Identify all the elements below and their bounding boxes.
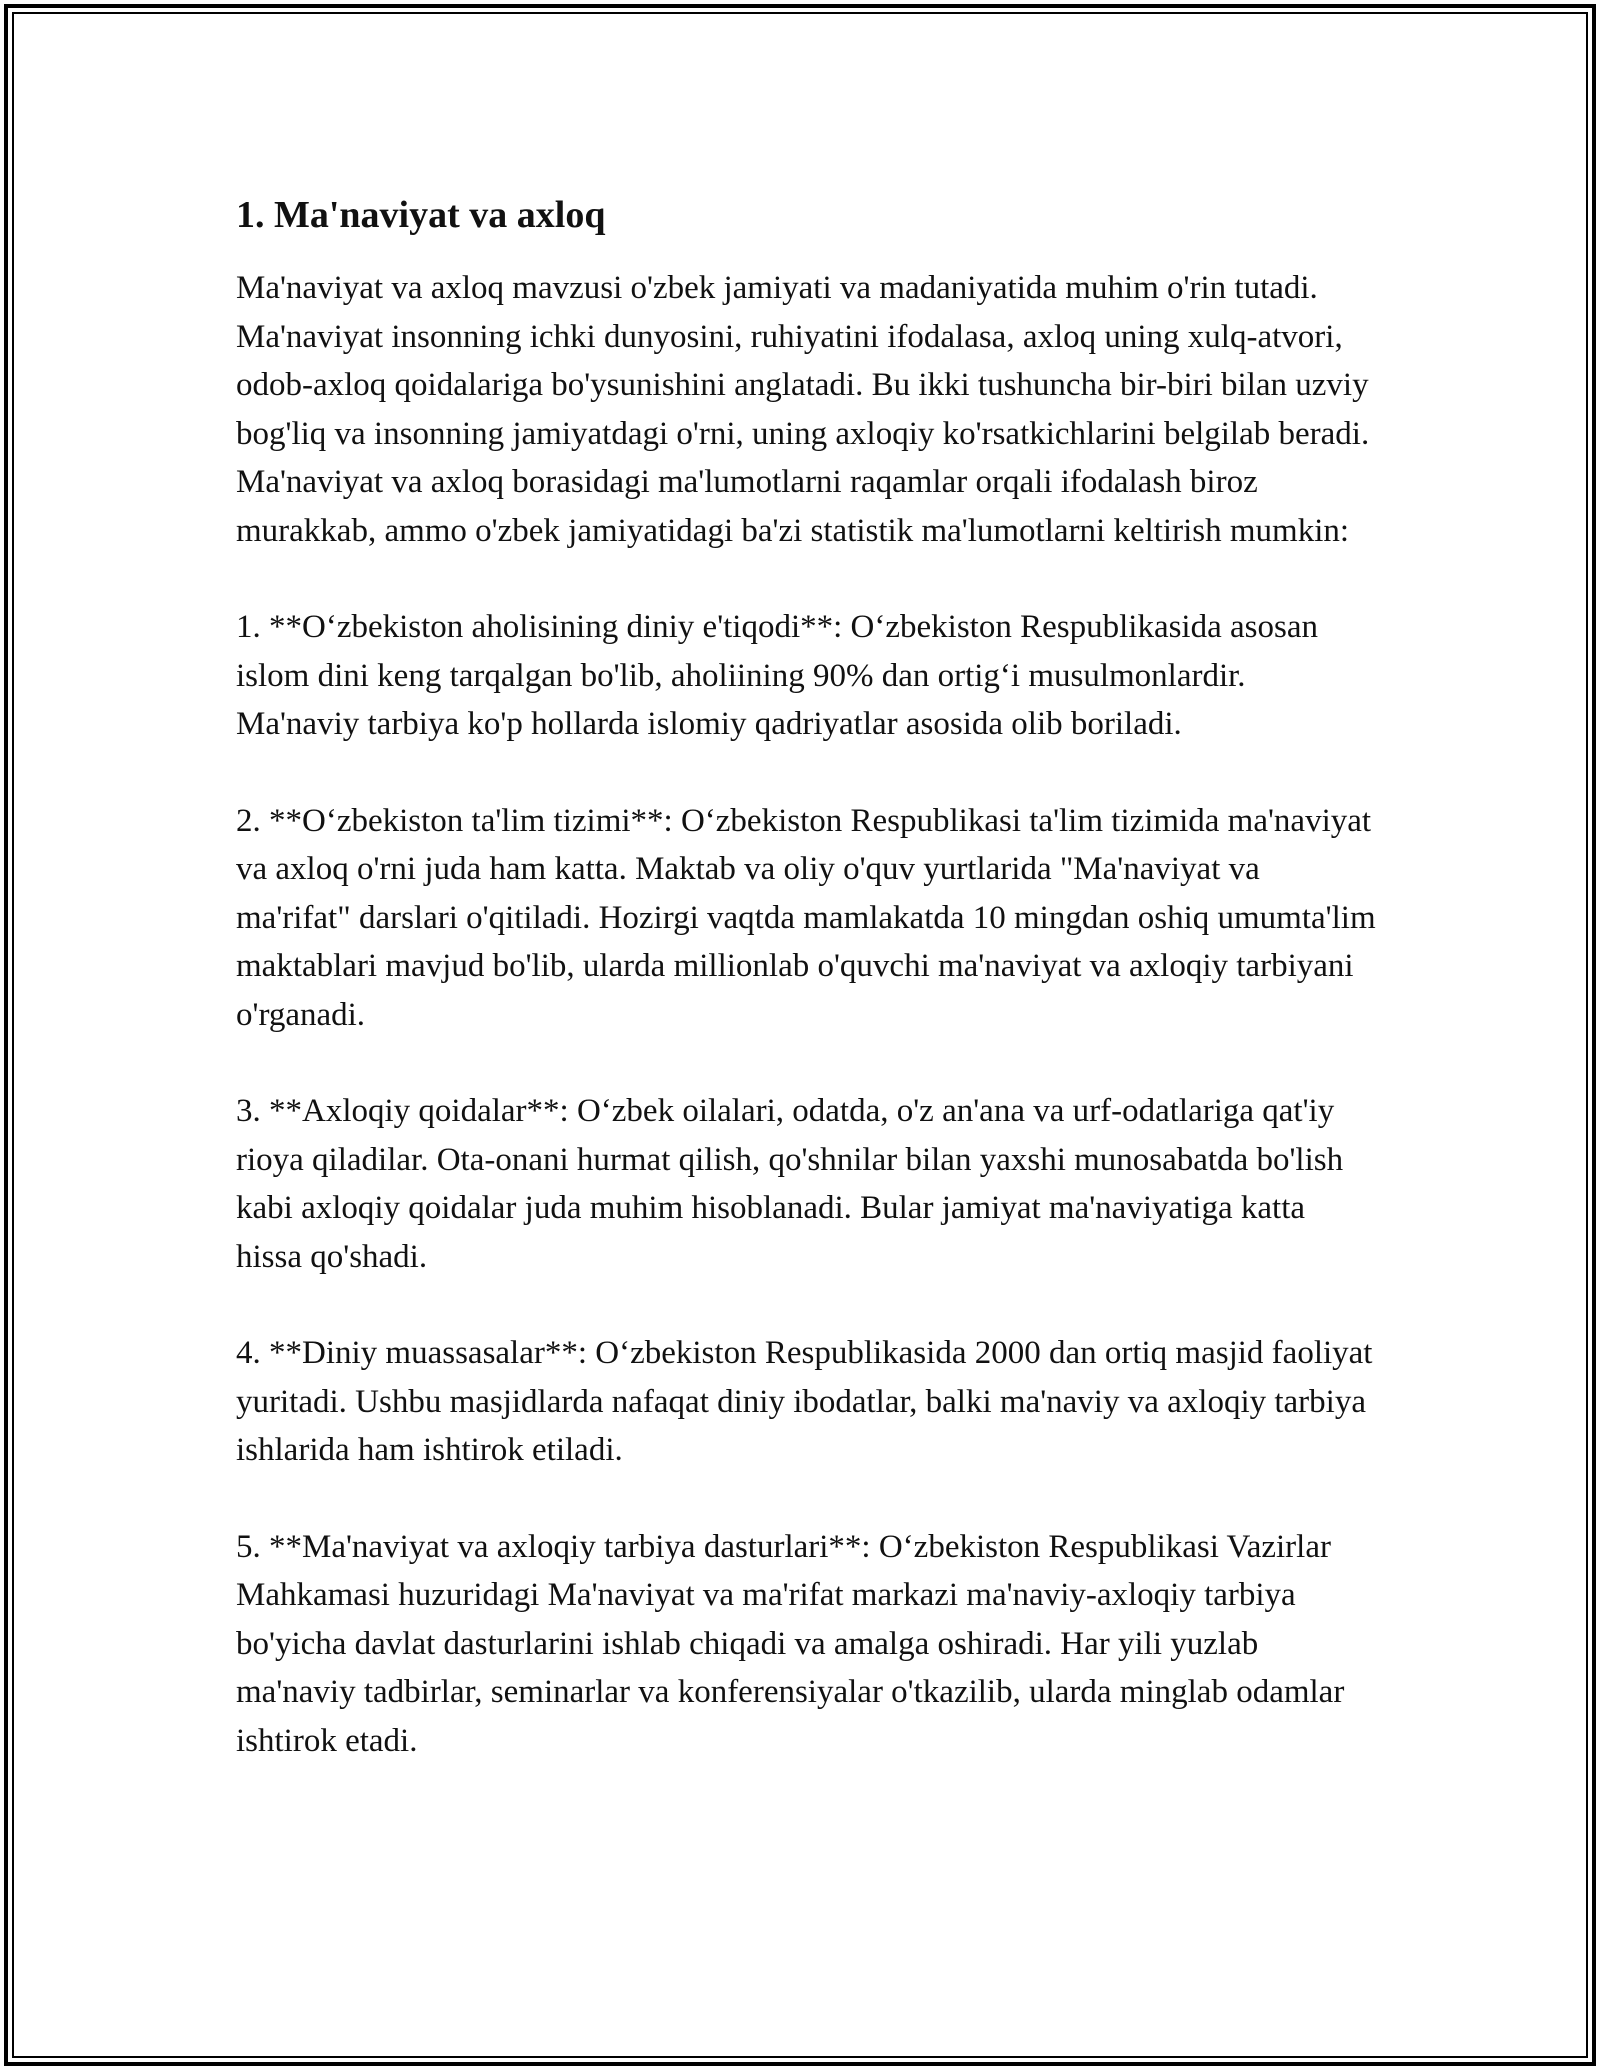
intro-paragraph: Ma'naviyat va axloq mavzusi o'zbek jamiyati va madaniyatida muhim o'rin tutadi. Ma'naviyat insonning ichki dunyosini, ruhiyatini ifodalasa, axloq uning xulq-atvori, odob-axloq qoidalariga bo'ysunishini anglatadi. Bu ikki tushuncha bir-biri bilan uzviy bog'liq va insonning jamiyatdagi o'rni, uning axloqiy ko'rsatkichlarini belgilab beradi. Ma'naviyat va axloq borasidagi ma'lumotlarni raqamlar orqali ifodalash biroz murakkab, ammo o'zbek jamiyatidagi ba'zi statistik ma'lumotlarni keltirish mumkin:	[236, 270, 1378, 549]
document-body	[236, 190, 1384, 1813]
list-item-religious-belief: 1. **O‘zbekiston aholisining diniy e'tiqodi**: O‘zbekiston Respublikasida asosan islom dini keng tarqalgan bo'lib, aholiining 90% dan ortig‘i musulmonlardir. Ma'naviy tarbiya ko'p hollarda islomiy qadriyatlar asosida olib boriladi.	[236, 609, 1327, 742]
list-item-education-programs: 5. **Ma'naviyat va axloqiy tarbiya dasturlari**: O‘zbekiston Respublikasi Vazirlar Mahkamasi huzuridagi Ma'naviyat va ma'rifat markazi ma'naviy-axloqiy tarbiya bo'yicha davlat dasturlarini ishlab chiqadi va amalga oshiradi. Har yili yuzlab ma'naviy tadbirlar, seminarlar va konferensiyalar o'tkazilib, ularda minglab odamlar ishtirok etadi.	[236, 1528, 1353, 1759]
list-item-education-system: 2. **O‘zbekiston ta'lim tizimi**: O‘zbekiston Respublikasi ta'lim tizimida ma'naviyat va axloq o'rni juda ham katta. Maktab va oliy o'quv yurtlarida "Ma'naviyat va ma'rifat" darslari o'qitiladi. Hozirgi vaqtda mamlakatda 10 mingdan oshiq umumta'lim maktablari mavjud bo'lib, ularda millionlab o'quvchi ma'naviyat va axloqiy tarbiyani o'rganadi.	[236, 802, 1384, 1033]
list-item-religious-institutions: 4. **Diniy muassasalar**: O‘zbekiston Respublikasida 2000 dan ortiq masjid faoliyat yuritadi. Ushbu masjidlarda nafaqat diniy ibodatlar, balki ma'naviy va axloqiy tarbiya ishlarida ham ishtirok etiladi.	[236, 1335, 1381, 1468]
section-heading: 1. Ma'naviyat va axloq	[236, 194, 606, 236]
list-item-moral-rules: 3. **Axloqiy qoidalar**: O‘zbek oilalari, odatda, o'z an'ana va urf-odatlariga qat'iy rioya qiladilar. Ota-onani hurmat qilish, qo'shnilar bilan yaxshi munosabatda bo'lish kabi axloqiy qoidalar juda muhim hisoblanadi. Bular jamiyat ma'naviyatiga katta hissa qo'shadi.	[236, 1093, 1352, 1275]
